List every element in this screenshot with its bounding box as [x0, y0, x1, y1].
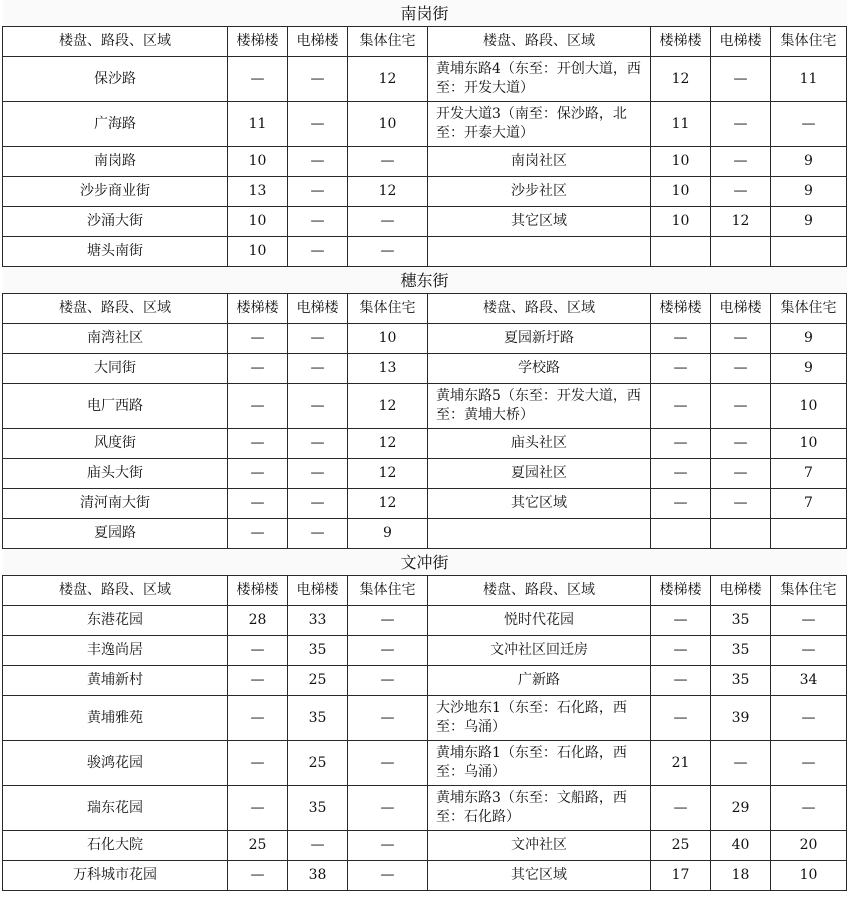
table-row [3, 861, 847, 891]
left-value-cell: — [348, 741, 428, 786]
right-value-cell: 9 [771, 147, 847, 177]
right-area-cell: 开发大道3（南至：保沙路，北至：开泰大道） [428, 102, 651, 147]
right-value-cell: — [711, 384, 771, 429]
right-value-cell: — [771, 636, 847, 666]
section-title: 文冲街 [3, 549, 847, 576]
right-area-cell: 庙头社区 [428, 429, 651, 459]
table-row [3, 606, 847, 636]
table-row [3, 519, 847, 549]
right-value-cell: 9 [771, 207, 847, 237]
left-value-cell: — [348, 831, 428, 861]
table-row [3, 147, 847, 177]
left-value-cell: 25 [288, 666, 348, 696]
right-value-cell: 12 [711, 207, 771, 237]
column-header: 电梯楼 [288, 576, 348, 606]
column-header: 楼盘、路段、区域 [3, 576, 228, 606]
right-area-cell: 学校路 [428, 354, 651, 384]
right-area-cell: 文冲社区回迁房 [428, 636, 651, 666]
column-header: 集体住宅 [348, 27, 428, 57]
right-value-cell: — [711, 459, 771, 489]
right-value-cell: 25 [651, 831, 711, 861]
right-value-cell: 7 [771, 489, 847, 519]
left-value-cell: 11 [228, 102, 288, 147]
right-value-cell: — [711, 147, 771, 177]
left-value-cell: — [288, 102, 348, 147]
left-value-cell: — [228, 57, 288, 102]
right-value-cell [651, 237, 711, 267]
right-value-cell: — [651, 606, 711, 636]
right-value-cell: 20 [771, 831, 847, 861]
right-value-cell: 29 [711, 786, 771, 831]
right-value-cell: 17 [651, 861, 711, 891]
left-area-cell: 庙头大街 [3, 459, 228, 489]
right-area-cell: 文冲社区 [428, 831, 651, 861]
left-value-cell: 10 [228, 237, 288, 267]
left-value-cell: — [228, 666, 288, 696]
column-header: 楼盘、路段、区域 [428, 294, 651, 324]
right-value-cell: — [651, 354, 711, 384]
right-area-cell: 其它区域 [428, 489, 651, 519]
table-row [3, 237, 847, 267]
left-value-cell: — [288, 831, 348, 861]
table-row [3, 636, 847, 666]
left-value-cell: 10 [348, 102, 428, 147]
column-header: 电梯楼 [288, 27, 348, 57]
table-row [3, 57, 847, 102]
right-value-cell: 11 [651, 102, 711, 147]
column-header: 楼梯楼 [228, 294, 288, 324]
section-title-row [3, 267, 847, 294]
right-area-cell: 夏园新圩路 [428, 324, 651, 354]
right-value-cell: — [711, 102, 771, 147]
column-header: 集体住宅 [348, 294, 428, 324]
left-value-cell: — [288, 177, 348, 207]
right-value-cell: 10 [651, 207, 711, 237]
right-value-cell: 12 [651, 57, 711, 102]
left-value-cell: 35 [288, 786, 348, 831]
right-value-cell: 10 [771, 861, 847, 891]
left-area-cell: 保沙路 [3, 57, 228, 102]
right-area-cell: 南岗社区 [428, 147, 651, 177]
left-value-cell: 25 [228, 831, 288, 861]
table-row [3, 429, 847, 459]
left-value-cell: 10 [348, 324, 428, 354]
left-value-cell: 12 [348, 177, 428, 207]
column-header: 集体住宅 [771, 294, 847, 324]
right-value-cell: — [651, 429, 711, 459]
left-value-cell: — [228, 429, 288, 459]
left-value-cell: 35 [288, 636, 348, 666]
right-area-cell: 其它区域 [428, 207, 651, 237]
column-header: 楼梯楼 [228, 27, 288, 57]
right-area-cell: 黄埔东路3（东至：文船路，西至：石化路） [428, 786, 651, 831]
table-row [3, 741, 847, 786]
left-value-cell: — [348, 696, 428, 741]
left-value-cell: — [228, 861, 288, 891]
left-value-cell: — [288, 354, 348, 384]
right-value-cell: 39 [711, 696, 771, 741]
section-title: 南岗街 [3, 0, 847, 27]
section-title-row [3, 549, 847, 576]
left-area-cell: 大同街 [3, 354, 228, 384]
right-value-cell: 9 [771, 177, 847, 207]
left-area-cell: 南岗路 [3, 147, 228, 177]
left-area-cell: 风度街 [3, 429, 228, 459]
left-value-cell: — [348, 861, 428, 891]
left-value-cell: 12 [348, 384, 428, 429]
left-area-cell: 清河南大街 [3, 489, 228, 519]
right-value-cell: 35 [711, 606, 771, 636]
column-header: 楼盘、路段、区域 [3, 294, 228, 324]
right-value-cell: — [651, 324, 711, 354]
left-value-cell: — [288, 324, 348, 354]
left-value-cell: — [228, 519, 288, 549]
table-row [3, 696, 847, 741]
left-value-cell: 38 [288, 861, 348, 891]
column-header: 电梯楼 [711, 576, 771, 606]
right-value-cell: — [711, 324, 771, 354]
column-header: 楼盘、路段、区域 [428, 27, 651, 57]
left-value-cell: 12 [348, 57, 428, 102]
right-area-cell: 黄埔东路1（东至：石化路，西至：乌涌） [428, 741, 651, 786]
left-value-cell: — [348, 666, 428, 696]
left-area-cell: 东港花园 [3, 606, 228, 636]
left-area-cell: 南湾社区 [3, 324, 228, 354]
left-value-cell: 35 [288, 696, 348, 741]
right-area-cell: 大沙地东1（东至：石化路，西至：乌涌） [428, 696, 651, 741]
left-area-cell: 瑞东花园 [3, 786, 228, 831]
column-header: 电梯楼 [711, 27, 771, 57]
left-value-cell: — [288, 384, 348, 429]
left-area-cell: 丰逸尚居 [3, 636, 228, 666]
left-value-cell: 10 [228, 207, 288, 237]
right-area-cell: 广新路 [428, 666, 651, 696]
right-value-cell: 21 [651, 741, 711, 786]
right-value-cell: 10 [651, 177, 711, 207]
left-value-cell: — [228, 696, 288, 741]
right-value-cell: — [651, 786, 711, 831]
left-value-cell: — [288, 489, 348, 519]
left-value-cell: — [228, 324, 288, 354]
left-value-cell: 28 [228, 606, 288, 636]
left-value-cell: 9 [348, 519, 428, 549]
left-value-cell: — [228, 384, 288, 429]
housing-table [2, 0, 847, 891]
right-area-cell: 夏园社区 [428, 459, 651, 489]
left-value-cell: 25 [288, 741, 348, 786]
right-value-cell: 18 [711, 861, 771, 891]
header-row [3, 294, 847, 324]
table-row [3, 102, 847, 147]
left-area-cell: 黄埔雅苑 [3, 696, 228, 741]
column-header: 楼盘、路段、区域 [3, 27, 228, 57]
right-value-cell: 7 [771, 459, 847, 489]
right-value-cell: — [771, 696, 847, 741]
column-header: 楼盘、路段、区域 [428, 576, 651, 606]
right-value-cell: 35 [711, 666, 771, 696]
right-value-cell: — [771, 741, 847, 786]
table-row [3, 489, 847, 519]
left-area-cell: 沙步商业街 [3, 177, 228, 207]
table-row [3, 786, 847, 831]
right-area-cell: 其它区域 [428, 861, 651, 891]
right-value-cell: — [651, 696, 711, 741]
left-value-cell: 10 [228, 147, 288, 177]
right-value-cell: 34 [771, 666, 847, 696]
right-area-cell: 黄埔东路5（东至：开发大道，西至：黄埔大桥） [428, 384, 651, 429]
right-value-cell: 10 [651, 147, 711, 177]
right-value-cell: — [651, 636, 711, 666]
left-value-cell: — [288, 459, 348, 489]
left-value-cell: 13 [348, 354, 428, 384]
column-header: 电梯楼 [288, 294, 348, 324]
left-value-cell: — [288, 207, 348, 237]
column-header: 集体住宅 [771, 576, 847, 606]
column-header: 楼梯楼 [651, 294, 711, 324]
left-area-cell: 广海路 [3, 102, 228, 147]
left-area-cell: 塘头南街 [3, 237, 228, 267]
left-area-cell: 骏鸿花园 [3, 741, 228, 786]
left-value-cell: — [348, 207, 428, 237]
left-area-cell: 夏园路 [3, 519, 228, 549]
table-row [3, 384, 847, 429]
header-row [3, 27, 847, 57]
left-value-cell: 12 [348, 429, 428, 459]
table-row [3, 207, 847, 237]
table-row [3, 831, 847, 861]
right-value-cell [651, 519, 711, 549]
left-area-cell: 电厂西路 [3, 384, 228, 429]
right-value-cell: — [711, 489, 771, 519]
column-header: 集体住宅 [771, 27, 847, 57]
left-value-cell: — [288, 57, 348, 102]
column-header: 楼梯楼 [651, 576, 711, 606]
table-row [3, 324, 847, 354]
right-value-cell: — [651, 459, 711, 489]
right-value-cell: 10 [771, 429, 847, 459]
left-value-cell: 13 [228, 177, 288, 207]
column-header: 楼梯楼 [651, 27, 711, 57]
right-area-cell: 黄埔东路4（东至：开创大道，西至：开发大道） [428, 57, 651, 102]
right-value-cell: — [771, 786, 847, 831]
right-value-cell: 9 [771, 354, 847, 384]
left-value-cell: — [348, 606, 428, 636]
left-value-cell: — [228, 354, 288, 384]
left-value-cell: — [228, 459, 288, 489]
right-value-cell: 40 [711, 831, 771, 861]
left-value-cell: — [288, 429, 348, 459]
left-value-cell: — [348, 237, 428, 267]
left-area-cell: 石化大院 [3, 831, 228, 861]
right-value-cell: — [771, 102, 847, 147]
left-value-cell: — [228, 636, 288, 666]
right-value-cell [771, 237, 847, 267]
right-value-cell: — [771, 606, 847, 636]
right-value-cell: — [711, 741, 771, 786]
right-value-cell: 35 [711, 636, 771, 666]
right-area-cell: 悦时代花园 [428, 606, 651, 636]
header-row [3, 576, 847, 606]
left-value-cell: — [348, 636, 428, 666]
section-title-row [3, 0, 847, 27]
left-area-cell: 黄埔新村 [3, 666, 228, 696]
left-value-cell: — [228, 786, 288, 831]
left-value-cell: — [228, 741, 288, 786]
left-value-cell: — [228, 489, 288, 519]
table-row [3, 459, 847, 489]
right-value-cell: — [711, 177, 771, 207]
left-value-cell: 12 [348, 489, 428, 519]
column-header: 电梯楼 [711, 294, 771, 324]
left-area-cell: 沙涌大街 [3, 207, 228, 237]
table-row [3, 354, 847, 384]
right-value-cell: 11 [771, 57, 847, 102]
left-value-cell: — [348, 786, 428, 831]
right-value-cell: 10 [771, 384, 847, 429]
right-value-cell: — [651, 489, 711, 519]
left-area-cell: 万科城市花园 [3, 861, 228, 891]
left-value-cell: 12 [348, 459, 428, 489]
right-area-cell [428, 519, 651, 549]
table-row [3, 666, 847, 696]
right-value-cell: — [651, 384, 711, 429]
column-header: 集体住宅 [348, 576, 428, 606]
right-value-cell [771, 519, 847, 549]
right-value-cell [711, 237, 771, 267]
section-title: 穗东街 [3, 267, 847, 294]
right-value-cell [711, 519, 771, 549]
left-value-cell: — [348, 147, 428, 177]
right-area-cell: 沙步社区 [428, 177, 651, 207]
right-value-cell: — [651, 666, 711, 696]
right-area-cell [428, 237, 651, 267]
left-value-cell: — [288, 519, 348, 549]
right-value-cell: — [711, 57, 771, 102]
left-value-cell: — [288, 237, 348, 267]
right-value-cell: — [711, 429, 771, 459]
left-value-cell: — [288, 147, 348, 177]
table-row [3, 177, 847, 207]
column-header: 楼梯楼 [228, 576, 288, 606]
right-value-cell: — [711, 354, 771, 384]
left-value-cell: 33 [288, 606, 348, 636]
right-value-cell: 9 [771, 324, 847, 354]
